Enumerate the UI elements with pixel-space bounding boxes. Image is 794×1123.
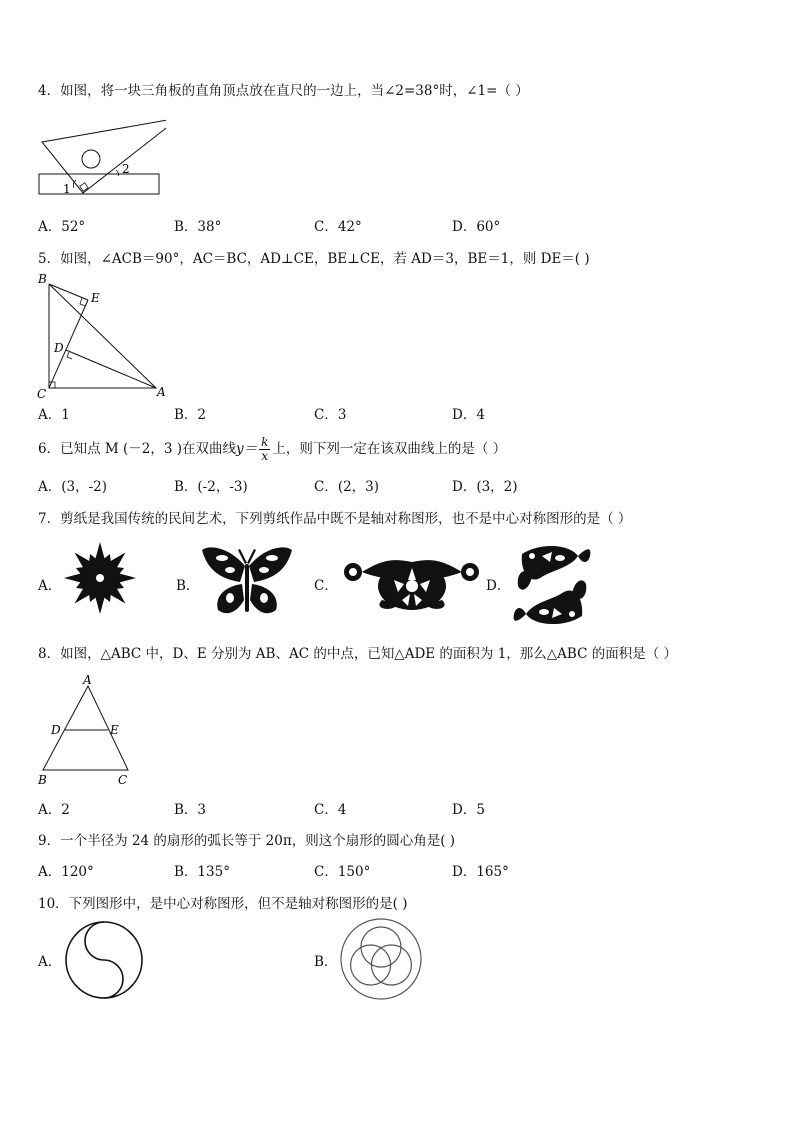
q8-option-b[interactable]: B．3 (174, 802, 207, 818)
q6-text-before: 6．已知点 M (－2，3 )在双曲线 (38, 441, 236, 457)
q5-option-c[interactable]: C．3 (314, 407, 347, 423)
q9-option-a[interactable]: A．120° (38, 864, 94, 880)
q6-option-a[interactable]: A．(3，-2) (38, 479, 108, 495)
q7-option-a[interactable]: A． (38, 578, 62, 594)
q6-option-d[interactable]: D．(3，2) (452, 479, 518, 495)
q8-option-c[interactable]: C．4 (314, 802, 347, 818)
angle1-label: 1 (63, 182, 71, 196)
q4-option-c[interactable]: C．42° (314, 219, 362, 235)
line-be (49, 284, 88, 300)
label-b: B (38, 773, 47, 787)
ruler (39, 174, 159, 194)
q10-option-b[interactable]: B． (314, 954, 338, 970)
triangle-acb (49, 284, 156, 388)
label-a: A (157, 385, 166, 399)
set-square-hole (82, 150, 100, 168)
q4-option-b[interactable]: B．38° (174, 219, 222, 235)
q7-paper-cut-butterfly-image (200, 544, 294, 622)
angle2-label: 2 (122, 162, 130, 176)
question-6-text (38, 434, 506, 464)
question-5-text: 5．如图，∠ACB＝90°，AC＝BC，AD⊥CE，BE⊥CE，若 AD＝3，BE＝1，则 DE＝( ) (38, 251, 590, 267)
q5-option-d[interactable]: D．4 (452, 407, 485, 423)
line-ad (66, 350, 156, 388)
q6-formula-y: y＝ (236, 441, 258, 457)
q9-option-b[interactable]: B．135° (174, 864, 230, 880)
set-square-triangle (42, 118, 166, 193)
question-10-text: 10．下列图形中，是中心对称图形，但不是轴对称图形的是( ) (38, 896, 408, 912)
label-c: C (37, 387, 47, 401)
question-4-text: 4．如图，将一块三角板的直角顶点放在直尺的一边上，当∠2=38°时，∠1=（ ） (38, 83, 529, 99)
s-curve (85, 922, 123, 998)
q4-triangle-ruler-figure (36, 112, 166, 198)
q6-fraction (259, 436, 270, 463)
q10-option-a[interactable]: A． (38, 954, 62, 970)
inner-circle-left (351, 945, 391, 985)
angle2-arc (116, 170, 119, 176)
q6-option-b[interactable]: B．(-2，-3) (174, 479, 248, 495)
q5-option-b[interactable]: B．2 (174, 407, 207, 423)
right-angle-d (67, 352, 72, 359)
q5-option-a[interactable]: A．1 (38, 407, 70, 423)
q8-triangle-figure (34, 672, 144, 790)
label-e: E (110, 723, 119, 737)
q9-option-c[interactable]: C．150° (314, 864, 371, 880)
q7-option-b[interactable]: B． (176, 578, 200, 594)
q6-fraction-denominator: x (261, 449, 269, 463)
q10-taiji-figure (62, 918, 146, 1002)
inner-circle-right (371, 945, 411, 985)
label-d: D (54, 341, 64, 355)
q7-option-c[interactable]: C． (314, 578, 338, 594)
q9-option-d[interactable]: D．165° (452, 864, 509, 880)
q5-right-triangle-figure (34, 270, 174, 402)
q7-paper-cut-flower-image (62, 540, 138, 616)
label-a: A (83, 673, 92, 687)
q7-paper-cut-fish-image (512, 542, 592, 628)
inner-circle-top (361, 927, 401, 967)
q8-option-d[interactable]: D．5 (452, 802, 485, 818)
q7-option-d[interactable]: D． (486, 578, 511, 594)
question-7-text: 7．剪纸是我国传统的民间艺术，下列剪纸作品中既不是轴对称图形，也不是中心对称图形的是（ ） (38, 511, 632, 527)
q4-option-d[interactable]: D．60° (452, 219, 501, 235)
question-8-text: 8．如图，△ABC 中，D、E 分别为 AB、AC 的中点，已知△ADE 的面积为 1，那么△ABC 的面积是（ ） (38, 646, 678, 662)
q6-option-c[interactable]: C．(2，3) (314, 479, 380, 495)
q6-text-after: 上，则下列一定在该双曲线上的是（ ） (272, 441, 507, 457)
q10-three-arc-figure (338, 916, 424, 1002)
q6-fraction-numerator: k (261, 435, 269, 449)
q8-option-a[interactable]: A．2 (38, 802, 70, 818)
question-9-text: 9．一个半径为 24 的扇形的弧长等于 20π，则这个扇形的圆心角是( ) (38, 833, 456, 849)
label-d: D (51, 723, 61, 737)
outer-circle (341, 919, 421, 999)
right-angle-e (80, 298, 85, 306)
q7-paper-cut-floral-image (342, 550, 482, 612)
label-b: B (38, 272, 47, 286)
label-e: E (91, 291, 100, 305)
label-c: C (118, 773, 128, 787)
q4-option-a[interactable]: A．52° (38, 219, 86, 235)
